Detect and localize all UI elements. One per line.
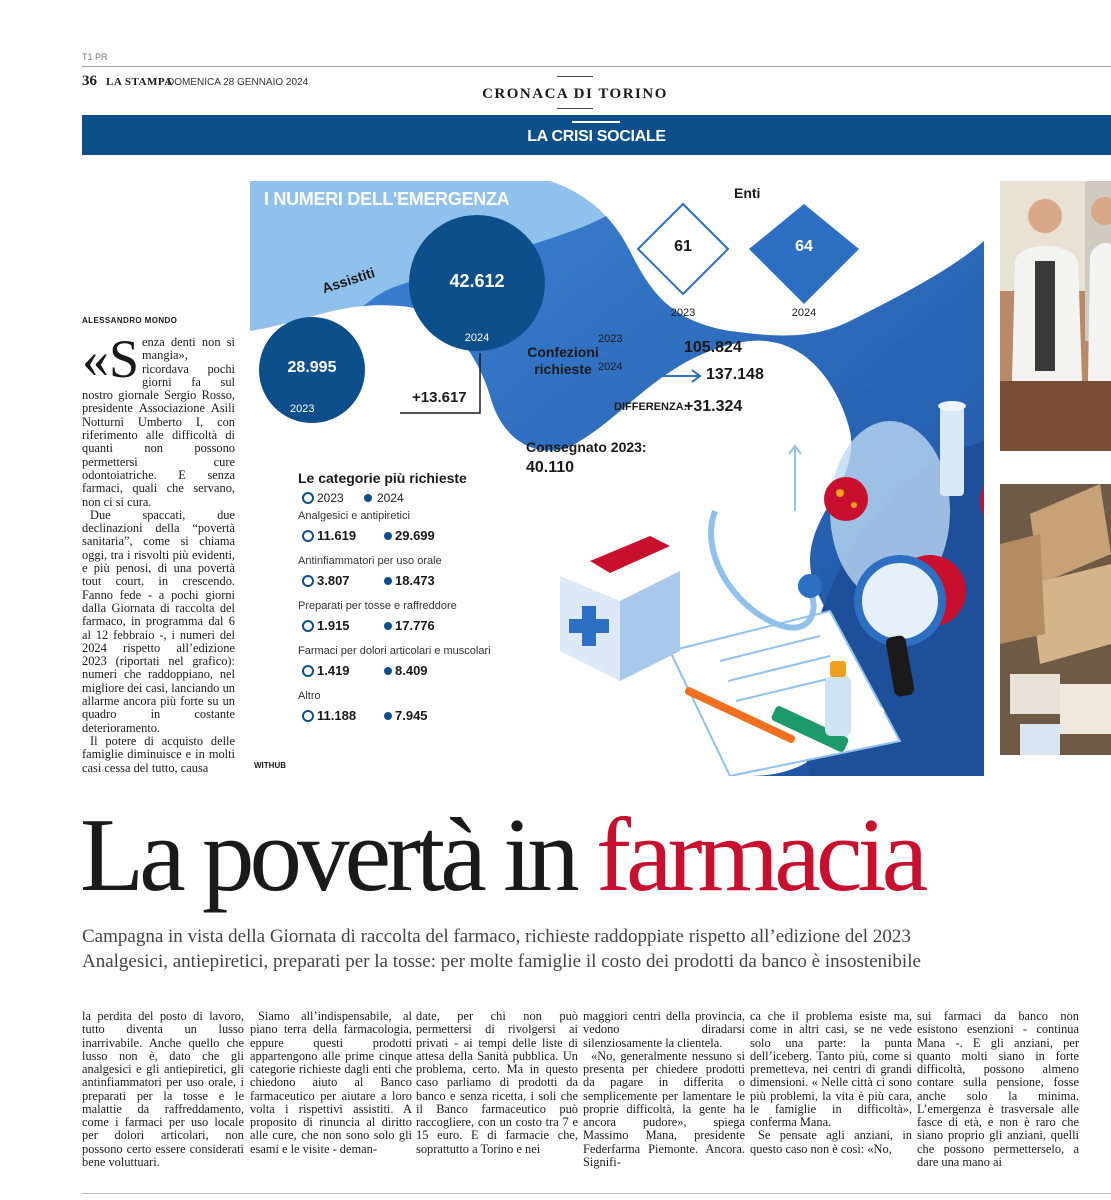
photo-medicine-boxes bbox=[1000, 484, 1111, 755]
legend-2023-marker bbox=[303, 493, 313, 503]
assistiti-difference: +13.617 bbox=[412, 389, 467, 406]
byline: ALESSANDRO MONDO bbox=[82, 316, 178, 325]
subheadline-line: Campagna in vista della Giornata di raccolta del farmaco, richieste raddoppiate rispetto all’edizione del 2023 bbox=[82, 926, 911, 947]
dropcap: «S bbox=[82, 329, 140, 389]
category-value-2024: 8.409 bbox=[395, 663, 428, 678]
category-marker-2023 bbox=[303, 621, 313, 631]
dateline: DOMENICA 28 GENNAIO 2024 bbox=[167, 77, 309, 88]
enti-2024-year: 2024 bbox=[791, 307, 817, 319]
paragraph: Siamo all’indispensabile, al piano terra della farmacologia, eppure questi prodotti appartengono alle prime cinque categorie richieste dagli enti che chiedono aiuto al Banco farmaceutico per aiutare a loro volta i rispettivi assistiti. A proposito di rinuncia al diritto alle cure, che non sono solo gli esami e le visite - deman- bbox=[250, 1009, 412, 1156]
masthead: LA STAMPA bbox=[106, 76, 173, 88]
category-marker-2023 bbox=[303, 711, 313, 721]
band-label: LA CRISI SOCIALE bbox=[527, 128, 666, 145]
paragraph: Il potere di acquisto delle famiglie diminuisce e in molti casi cessa del tutto, causa bbox=[82, 733, 235, 775]
category-marker-2023 bbox=[303, 576, 313, 586]
confezioni-2023-year: 2023 bbox=[598, 333, 623, 345]
legend-2023-label: 2023 bbox=[317, 491, 344, 505]
category-marker-2023 bbox=[303, 531, 313, 541]
paragraph: maggiori centri della provincia, vedono diradarsi silenziosamente la clientela. bbox=[583, 1009, 745, 1050]
section-rule-bottom bbox=[557, 108, 593, 109]
confezioni-label-line2: richieste bbox=[534, 361, 592, 377]
category-value-2024: 29.699 bbox=[395, 528, 435, 543]
body-column-6 bbox=[917, 1010, 1079, 1169]
body-column-4 bbox=[583, 1010, 745, 1169]
assistiti-2023-value: 28.995 bbox=[287, 359, 337, 376]
category-marker-2024 bbox=[384, 667, 392, 675]
infographic bbox=[250, 181, 984, 776]
confezioni-2024-value: 137.148 bbox=[706, 366, 764, 383]
assistiti-label: Assistiti bbox=[320, 264, 377, 297]
page-code: T1 PR bbox=[82, 52, 108, 62]
confezioni-label-line1: Confezioni bbox=[527, 344, 599, 360]
assistiti-2024-year: 2024 bbox=[464, 332, 490, 344]
paragraph: Due spaccati, due declinazioni della “povertà sanitaria”, come si chiama oggi, tra i risvolti più evidenti, e più penosi, di una povertà tout court, in crescendo. Fanno fede - a pochi giorni dalla Giornata di raccolta del farmaco, in programma dal 6 al 12 febbraio -, i numeri del 2024 rispetto all’edizione 2023 (riportati nel grafico): numeri che raddoppiano, nel migliore dei casi, lanciando un allarme ancora più forte su un quadro in costante deterioramento. bbox=[82, 507, 235, 735]
assistiti-2023-year: 2023 bbox=[290, 403, 315, 415]
category-value-2023: 11.188 bbox=[317, 708, 357, 723]
section-band bbox=[82, 115, 1111, 155]
infographic-title: I NUMERI DELL'EMERGENZA bbox=[264, 189, 510, 209]
category-name: Farmaci per dolori articolari e muscolari bbox=[298, 645, 491, 657]
category-value-2023: 1.419 bbox=[317, 663, 350, 678]
paragraph: Se pensate agli anziani, in questo caso non è così: «No, bbox=[750, 1128, 912, 1156]
paragraph: la perdita del posto di lavoro, tutto diventa un lusso inarrivabile. Anche quello che lusso non è, dato che gli analgesici e gli antiepiretici, gli antinfiammatori per uso orale, i preparati per la tosse e le malattie da raffreddamento, come i farmaci per uso locale per dolori articolari, non possono certo essere considerati bene voluttuari. bbox=[82, 1009, 244, 1169]
subheadline-line: Analgesici, antiepiretici, preparati per la tosse: per molte famiglie il costo dei prodotti da banco è insostenibile bbox=[82, 951, 921, 972]
category-value-2023: 3.807 bbox=[317, 573, 350, 588]
paragraph: ca che il problema esiste ma, come in altri casi, se ne vede solo una parte: la punta dell’iceberg. Tanto più, come si premetteva, nei centri di grandi dimensioni. « Nelle città ci sono più problemi, la vita è più cara, le famiglie in difficoltà», conferma Mana. bbox=[750, 1009, 912, 1129]
category-marker-2024 bbox=[384, 622, 392, 630]
confezioni-2023-value: 105.824 bbox=[684, 339, 742, 356]
body-column-5 bbox=[750, 1010, 912, 1156]
consegnato-value: 40.110 bbox=[526, 459, 575, 476]
category-value-2024: 17.776 bbox=[395, 618, 435, 633]
paragraph: «No, generalmente nessuno si presenta per chiedere prodotti da pagare in differita o semplicemente per lamentare le proprie difficoltà, la gente ha ancora pudore», spiega Massimo Mana, presidente Federfarma Piemonte. Ancora. Signifi- bbox=[583, 1048, 745, 1169]
page-number: 36 bbox=[82, 73, 97, 89]
legend-2024-label: 2024 bbox=[377, 491, 404, 505]
enti-2023-value: 61 bbox=[674, 238, 692, 255]
section-rule-top bbox=[557, 76, 593, 77]
category-marker-2024 bbox=[384, 577, 392, 585]
category-marker-2023 bbox=[303, 666, 313, 676]
consegnato-label: Consegnato 2023: bbox=[526, 439, 647, 455]
headline-text: La povertà in bbox=[80, 796, 597, 913]
legend-2024-marker bbox=[364, 494, 372, 502]
photo-pharmacists bbox=[1000, 181, 1111, 451]
body-column-3 bbox=[416, 1010, 578, 1156]
assistiti-2024-value: 42.612 bbox=[449, 271, 505, 291]
enti-2024-value: 64 bbox=[795, 238, 813, 255]
confezioni-2024-year: 2024 bbox=[598, 361, 623, 373]
differenza-value: +31.324 bbox=[684, 398, 743, 415]
section-title: CRONACA DI TORINO bbox=[482, 86, 668, 102]
band-accent bbox=[572, 121, 620, 123]
enti-2023-year: 2023 bbox=[670, 307, 696, 319]
category-marker-2024 bbox=[384, 532, 392, 540]
paragraph: date, per chi non può permettersi di rivolgersi ai privati - ai tempi delle liste di attesa della Sanità pubblica. Un problema, certo. Ma in questo caso parliamo di prodotti da banco e senza ricetta, i soli che il Banco farmaceutico può raccogliere, con un costo tra 7 e 15 euro. E di farmacie che, soprattutto a Torino e nei bbox=[416, 1009, 578, 1156]
body-column-1 bbox=[82, 1010, 244, 1169]
paragraph: sui farmaci da banco non esistono esenzioni - continua Mana -. E gli anziani, per quanto molti siano in forte difficoltà, possono almeno contare sulla pensione, fosse anche solo la minima. L’emergenza è trasversale alle fasce di età, e non è raro che siano proprio gli anziani, quelli che possono permetterselo, a dare una mano ai bbox=[917, 1009, 1079, 1169]
differenza-label: DIFFERENZA: bbox=[614, 401, 688, 413]
article-lead-column bbox=[82, 329, 235, 775]
category-name: Antinfiammatori per uso orale bbox=[298, 555, 442, 567]
category-value-2023: 1.915 bbox=[317, 618, 350, 633]
category-value-2024: 7.945 bbox=[395, 708, 428, 723]
lead-paragraph bbox=[82, 329, 235, 509]
body-column-2 bbox=[250, 1010, 412, 1156]
enti-label: Enti bbox=[734, 185, 761, 201]
lead-text: enza denti non si mangia», ricordava pochi giorni fa sul nostro giornale Sergio Rosso, presidente Associazione Asili Notturni Umberto I, con riferimento alle difficoltà di quanti non possono permettersi cure odontoiatriche. E senza farmaci, quali che servano, non ci si cura. bbox=[82, 335, 235, 509]
category-value-2023: 11.619 bbox=[317, 528, 357, 543]
categorie-title: Le categorie più richieste bbox=[298, 470, 467, 486]
infographic-credit: WITHUB bbox=[254, 761, 286, 770]
category-marker-2024 bbox=[384, 712, 392, 720]
subheadline bbox=[82, 924, 1111, 974]
confezioni-label bbox=[518, 344, 608, 378]
top-rule bbox=[82, 66, 1111, 67]
headline bbox=[80, 795, 923, 915]
category-name: Analgesici e antipiretici bbox=[298, 510, 410, 522]
category-name: Altro bbox=[298, 690, 321, 702]
category-value-2024: 18.473 bbox=[395, 573, 435, 588]
headline-highlight: farmacia bbox=[596, 796, 924, 913]
bottom-rule bbox=[82, 1193, 1111, 1194]
category-name: Preparati per tosse e raffreddore bbox=[298, 600, 457, 612]
